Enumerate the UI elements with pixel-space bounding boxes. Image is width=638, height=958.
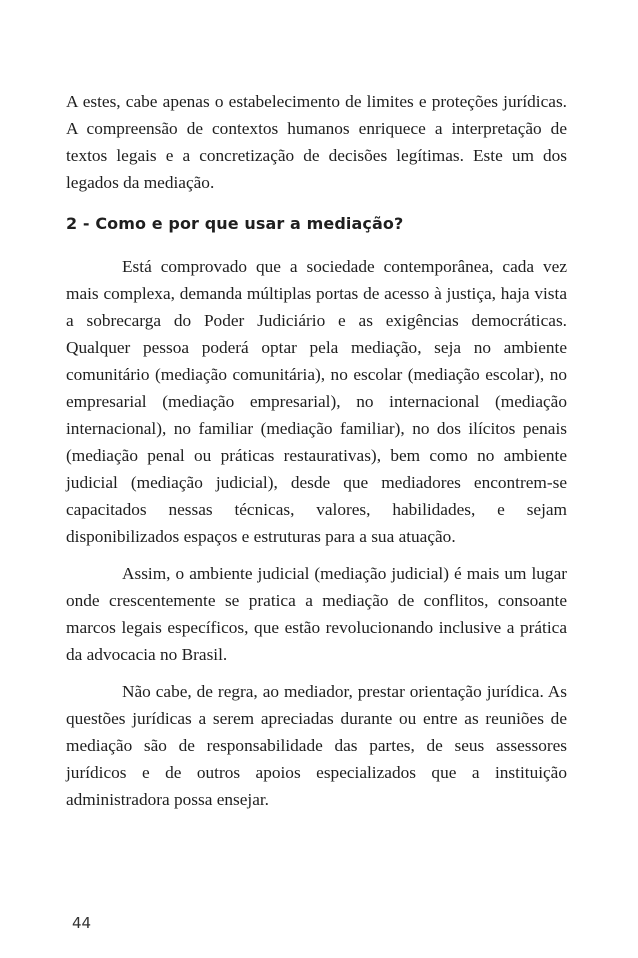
spacer bbox=[66, 196, 567, 206]
section-heading: 2 - Como e por que usar a mediação? bbox=[66, 214, 404, 233]
paragraph-limits: A estes, cabe apenas o estabelecimento de limites e proteções jurídicas. A compreensão de contextos humanos enriquece a interpretação de textos legais e a concretização de decisões legítimas. Este um dos legados da mediação. bbox=[66, 92, 567, 192]
spacer bbox=[66, 668, 567, 678]
paragraph-legal-guidance: Não cabe, de regra, ao mediador, prestar orientação jurídica. As questões jurídicas a serem apreciadas durante ou entre as reuniões de mediação são de responsabilidade das partes, de seus assessores jurídicos e de outros apoios especializados que a instituição administradora possa ensejar. bbox=[66, 682, 567, 809]
paragraph-multiple-doors: Está comprovado que a sociedade contemporânea, cada vez mais complexa, demanda múltiplas portas de acesso à justiça, haja vista a sobrecarga do Poder Judiciário e as exigências democráticas. Qualquer pessoa poderá optar pela mediação, seja no ambiente comunitário (mediação comunitária), no escolar (mediação escolar), no empresarial (mediação empresarial), no internacional (mediação internacional), no familiar (mediação familiar), no dos ilícitos penais (mediação penal ou práticas restaurativas), bem como no ambiente judicial (mediação judicial), desde que mediadores encontrem-se capacitados nessas técnicas, valores, habilidades, e sejam disponibilizados espaços e estruturas para a sua atuação. bbox=[66, 257, 567, 546]
spacer bbox=[66, 550, 567, 560]
page-number: 44 bbox=[72, 914, 92, 932]
spacer bbox=[66, 237, 567, 253]
paragraph-judicial-environment: Assim, o ambiente judicial (mediação judicial) é mais um lugar onde crescentemente se pratica a mediação de conflitos, consoante marcos legais específicos, que estão revolucionando inclusive a prática da advocacia no Brasil. bbox=[66, 564, 567, 664]
page-body bbox=[66, 88, 567, 813]
